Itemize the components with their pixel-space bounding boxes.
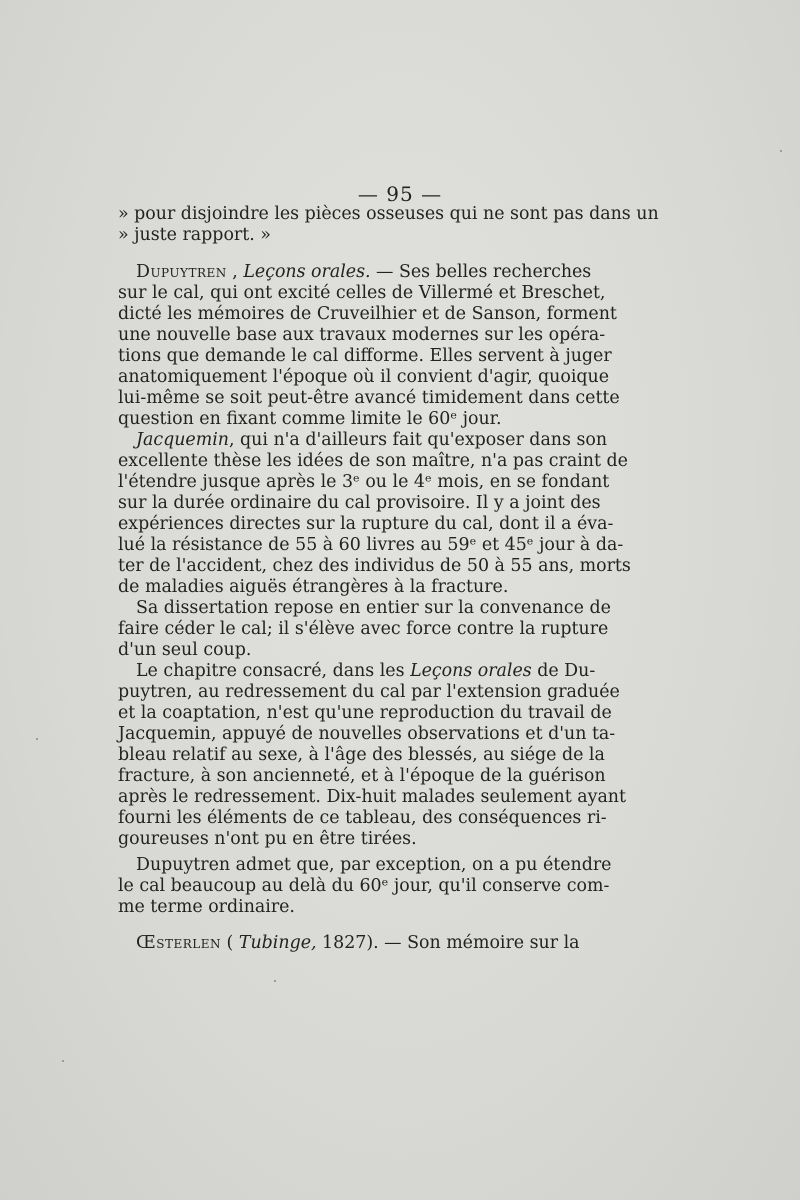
paragraph-exception	[118, 855, 612, 918]
text-line: lui-même se soit peut-être avancé timidement dans cette	[118, 388, 620, 408]
text-line: après le redressement. Dix-huit malades seulement ayant	[118, 787, 626, 807]
paragraph-dissertation	[118, 598, 611, 661]
text-line: question en fixant comme limite le 60ᵉ jour.	[118, 409, 502, 429]
text-line: fracture, à son ancienneté, et à l'époque de la guérison	[118, 766, 606, 786]
text-line: dicté les mémoires de Cruveilhier et de Sanson, forment	[118, 304, 617, 324]
author-name: Jacquemin	[136, 430, 229, 450]
text-line: goureuses n'ont pu en être tirées.	[118, 829, 417, 849]
lead-separator: ,	[226, 262, 244, 282]
work-title: Tubinge,	[238, 933, 317, 953]
paragraph-lead-line	[118, 262, 592, 283]
text-line: de maladies aiguës étrangères à la fracture.	[118, 577, 509, 597]
text-line: Jacquemin, appuyé de nouvelles observations et d'un ta-	[118, 724, 616, 744]
lead-separator: (	[221, 933, 239, 953]
paragraph-lead-line	[118, 661, 596, 682]
lead-text: Le chapitre consacré, dans les	[136, 661, 411, 681]
text-line: le cal beaucoup au delà du 60ᵉ jour, qu'il conserve com-	[118, 876, 610, 896]
text-line: me terme ordinaire.	[118, 897, 295, 917]
lead-text: de Du-	[531, 661, 596, 681]
text-line: d'un seul coup.	[118, 640, 252, 660]
lead-text: — Ses belles recherches	[370, 262, 592, 282]
text-line: Sa dissertation repose en entier sur la convenance de	[136, 598, 611, 618]
text-line: sur la durée ordinaire du cal provisoire. Il y a joint des	[118, 493, 601, 513]
author-name: Œsterlen	[136, 933, 222, 953]
text-line: fourni les éléments de ce tableau, des conséquences ri-	[118, 808, 607, 828]
text-line: anatomiquement l'époque où il convient d'agir, quoique	[118, 367, 610, 387]
text-line: faire céder le cal; il s'élève avec force contre la rupture	[118, 619, 609, 639]
paragraph-oesterlen	[118, 933, 580, 954]
paper-speck	[780, 150, 782, 152]
text-line: » pour disjoindre les pièces osseuses qui ne sont pas dans un	[118, 204, 659, 224]
paragraph-lead-line	[118, 933, 580, 954]
paragraph-lead-line	[118, 430, 608, 451]
text-line: lué la résistance de 55 à 60 livres au 59ᵉ et 45ᵉ jour à da-	[118, 535, 624, 555]
text-line: tions que demande le cal difforme. Elles servent à juger	[118, 346, 612, 366]
work-title: Leçons orales.	[243, 262, 371, 282]
paragraph-dupuytren	[118, 262, 620, 430]
text-line: ter de l'accident, chez des individus de 50 à 55 ans, morts	[118, 556, 631, 576]
text-line: » juste rapport. »	[118, 225, 271, 245]
paragraph-jacquemin	[118, 430, 631, 598]
text-line: bleau relatif au sexe, à l'âge des blessés, au siége de la	[118, 745, 605, 765]
text-line: l'étendre jusque après le 3ᵉ ou le 4ᵉ mois, en se fondant	[118, 472, 610, 492]
author-name: Dupuytren	[136, 262, 227, 282]
paper-speck	[274, 980, 276, 982]
text-line: Dupuytren admet que, par exception, on a pu étendre	[136, 855, 612, 875]
paper-speck	[62, 1060, 64, 1062]
lead-text: , qui n'a d'ailleurs fait qu'exposer dans son	[228, 430, 608, 450]
text-line: excellente thèse les idées de son maître, n'a pas craint de	[118, 451, 628, 471]
work-title: Leçons orales	[410, 661, 532, 681]
text-line: puytren, au redressement du cal par l'extension graduée	[118, 682, 620, 702]
paper-speck	[36, 738, 38, 740]
text-line: expériences directes sur la rupture du cal, dont il a éva-	[118, 514, 614, 534]
page-number: — 95 —	[357, 182, 443, 206]
paragraph-chapitre	[118, 661, 626, 850]
text-line: une nouvelle base aux travaux modernes sur les opéra-	[118, 325, 606, 345]
text-line: et la coaptation, n'est qu'une reproduction du travail de	[118, 703, 612, 723]
text-line: sur le cal, qui ont excité celles de Villermé et Breschet,	[118, 283, 606, 303]
paragraph-quote-end	[118, 204, 659, 246]
lead-text: 1827). — Son mémoire sur la	[316, 933, 580, 953]
